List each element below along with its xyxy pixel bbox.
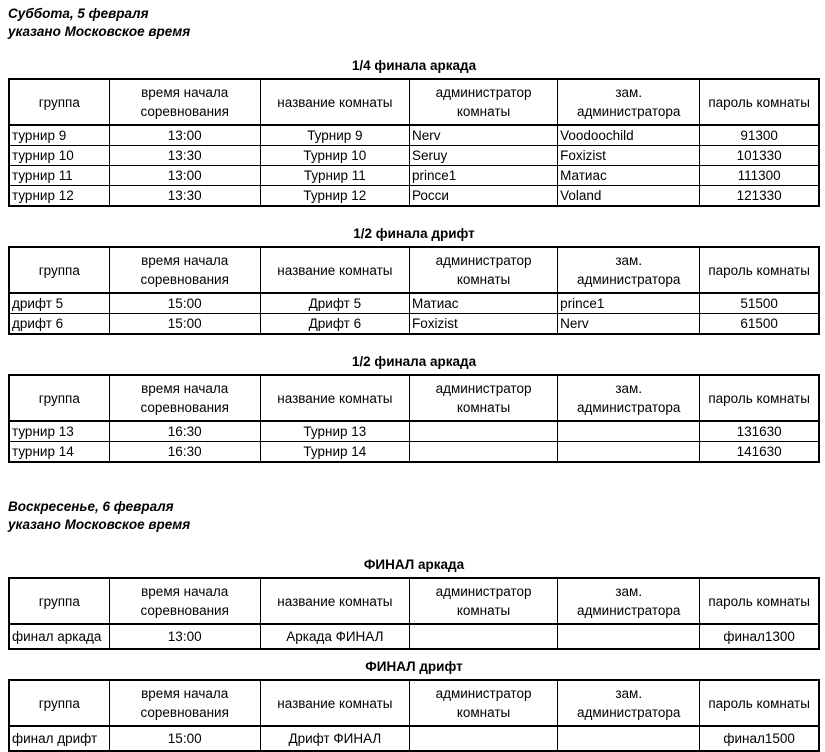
table-cell: 15:00: [109, 726, 260, 751]
column-header: название комнаты: [260, 375, 409, 421]
table-row: [9, 146, 819, 166]
sunday-tables-group: [8, 557, 817, 752]
table-cell: 13:00: [109, 166, 260, 186]
table-cell: Турнир 9: [260, 125, 409, 146]
table-cell: 13:30: [109, 146, 260, 166]
table-cell: турнир 14: [9, 442, 109, 463]
table-cell: Турнир 13: [260, 421, 409, 442]
table-cell: 13:00: [109, 125, 260, 146]
table-cell: 51500: [700, 293, 819, 314]
table-cell: Foxizist: [409, 314, 557, 335]
table-section-semifinal-drift: [8, 226, 817, 335]
table-cell: дрифт 6: [9, 314, 109, 335]
column-header: время начала соревнования: [109, 79, 260, 125]
table-cell: Дрифт 6: [260, 314, 409, 335]
column-header: зам. администратора: [558, 680, 700, 726]
table-cell: турнир 10: [9, 146, 109, 166]
table-cell: Матиас: [558, 166, 700, 186]
column-header: название комнаты: [260, 79, 409, 125]
column-header: время начала соревнования: [109, 247, 260, 293]
column-header: зам. администратора: [558, 578, 700, 624]
column-header: группа: [9, 247, 109, 293]
table-row: [9, 442, 819, 463]
header-row: [9, 680, 819, 726]
table-cell: Foxizist: [558, 146, 700, 166]
column-header: пароль комнаты: [700, 79, 819, 125]
table-cell: дрифт 5: [9, 293, 109, 314]
table-title-quarterfinal-arcade: 1/4 финала аркада: [351, 58, 477, 73]
table-cell: Дрифт 5: [260, 293, 409, 314]
table-row: [9, 186, 819, 207]
table-cell: [558, 442, 700, 463]
table-section-semifinal-arcade: [8, 354, 817, 463]
column-header: название комнаты: [260, 680, 409, 726]
table-title-semifinal-drift: 1/2 финала дрифт: [353, 226, 475, 241]
column-header: группа: [9, 79, 109, 125]
date-line: Суббота, 5 февраля: [8, 6, 149, 21]
column-header: администратор комнаты: [409, 578, 557, 624]
schedule-table-final-arcade: [8, 577, 820, 650]
table-cell: Voland: [558, 186, 700, 207]
table-cell: финал дрифт: [9, 726, 109, 751]
table-cell: турнир 11: [9, 166, 109, 186]
table-cell: 61500: [700, 314, 819, 335]
table-row: [9, 314, 819, 335]
table-cell: [558, 421, 700, 442]
table-cell: финал аркада: [9, 624, 109, 649]
table-cell: Дрифт ФИНАЛ: [260, 726, 409, 751]
table-cell: [409, 726, 557, 751]
table-cell: турнир 12: [9, 186, 109, 207]
table-title-semifinal-arcade: 1/2 финала аркада: [351, 354, 477, 369]
table-cell: 111300: [700, 166, 819, 186]
table-cell: 15:00: [109, 314, 260, 335]
schedule-table-quarterfinal-arcade: [8, 78, 820, 207]
table-cell: 13:00: [109, 624, 260, 649]
schedule-table-semifinal-arcade: [8, 374, 820, 463]
table-row: [9, 726, 819, 751]
table-row: [9, 293, 819, 314]
column-header: зам. администратора: [558, 247, 700, 293]
schedule-table-final-drift: [8, 679, 820, 752]
column-header: время начала соревнования: [109, 680, 260, 726]
table-cell: [558, 624, 700, 649]
table-cell: Турнир 12: [260, 186, 409, 207]
column-header: группа: [9, 375, 109, 421]
column-header: зам. администратора: [558, 79, 700, 125]
header-row: [9, 578, 819, 624]
column-header: администратор комнаты: [409, 247, 557, 293]
table-row: [9, 624, 819, 649]
table-cell: турнир 9: [9, 125, 109, 146]
table-row: [9, 166, 819, 186]
table-cell: prince1: [558, 293, 700, 314]
table-section-final-drift: [8, 659, 817, 752]
table-cell: Nerv: [558, 314, 700, 335]
table-cell: Турнир 11: [260, 166, 409, 186]
table-cell: Турнир 10: [260, 146, 409, 166]
column-header: группа: [9, 578, 109, 624]
date-heading-saturday: [8, 5, 817, 41]
table-cell: финал1300: [700, 624, 819, 649]
table-title-final-drift: ФИНАЛ дрифт: [365, 659, 463, 674]
table-section-quarterfinal-arcade: [8, 58, 817, 207]
table-cell: prince1: [409, 166, 557, 186]
column-header: пароль комнаты: [700, 375, 819, 421]
table-cell: 91300: [700, 125, 819, 146]
column-header: администратор комнаты: [409, 680, 557, 726]
header-row: [9, 375, 819, 421]
column-header: администратор комнаты: [409, 79, 557, 125]
table-cell: [558, 726, 700, 751]
column-header: группа: [9, 680, 109, 726]
table-row: [9, 125, 819, 146]
header-row: [9, 79, 819, 125]
table-cell: [409, 442, 557, 463]
table-cell: 141630: [700, 442, 819, 463]
table-cell: 121330: [700, 186, 819, 207]
table-cell: [409, 421, 557, 442]
header-row: [9, 247, 819, 293]
table-cell: Турнир 14: [260, 442, 409, 463]
table-row: [9, 421, 819, 442]
table-cell: Матиас: [409, 293, 557, 314]
column-header: название комнаты: [260, 578, 409, 624]
table-cell: Nerv: [409, 125, 557, 146]
table-title-final-arcade: ФИНАЛ аркада: [363, 557, 465, 572]
column-header: время начала соревнования: [109, 578, 260, 624]
saturday-tables-group: [8, 58, 817, 463]
table-cell: финал1500: [700, 726, 819, 751]
table-cell: 131630: [700, 421, 819, 442]
table-cell: турнир 13: [9, 421, 109, 442]
date-heading-sunday: [8, 498, 817, 534]
column-header: пароль комнаты: [700, 247, 819, 293]
column-header: пароль комнаты: [700, 578, 819, 624]
table-cell: 101330: [700, 146, 819, 166]
column-header: зам. администратора: [558, 375, 700, 421]
table-cell: Росси: [409, 186, 557, 207]
date-line: Воскресенье, 6 февраля: [8, 499, 174, 514]
column-header: название комнаты: [260, 247, 409, 293]
table-cell: Аркада ФИНАЛ: [260, 624, 409, 649]
table-cell: Voodoochild: [558, 125, 700, 146]
table-section-final-arcade: [8, 557, 817, 650]
timezone-note: указано Московское время: [8, 517, 191, 532]
table-cell: [409, 624, 557, 649]
table-cell: Seruy: [409, 146, 557, 166]
schedule-table-semifinal-drift: [8, 246, 820, 335]
column-header: пароль комнаты: [700, 680, 819, 726]
table-cell: 15:00: [109, 293, 260, 314]
timezone-note: указано Московское время: [8, 24, 191, 39]
table-cell: 16:30: [109, 421, 260, 442]
table-cell: 13:30: [109, 186, 260, 207]
column-header: время начала соревнования: [109, 375, 260, 421]
table-cell: 16:30: [109, 442, 260, 463]
column-header: администратор комнаты: [409, 375, 557, 421]
